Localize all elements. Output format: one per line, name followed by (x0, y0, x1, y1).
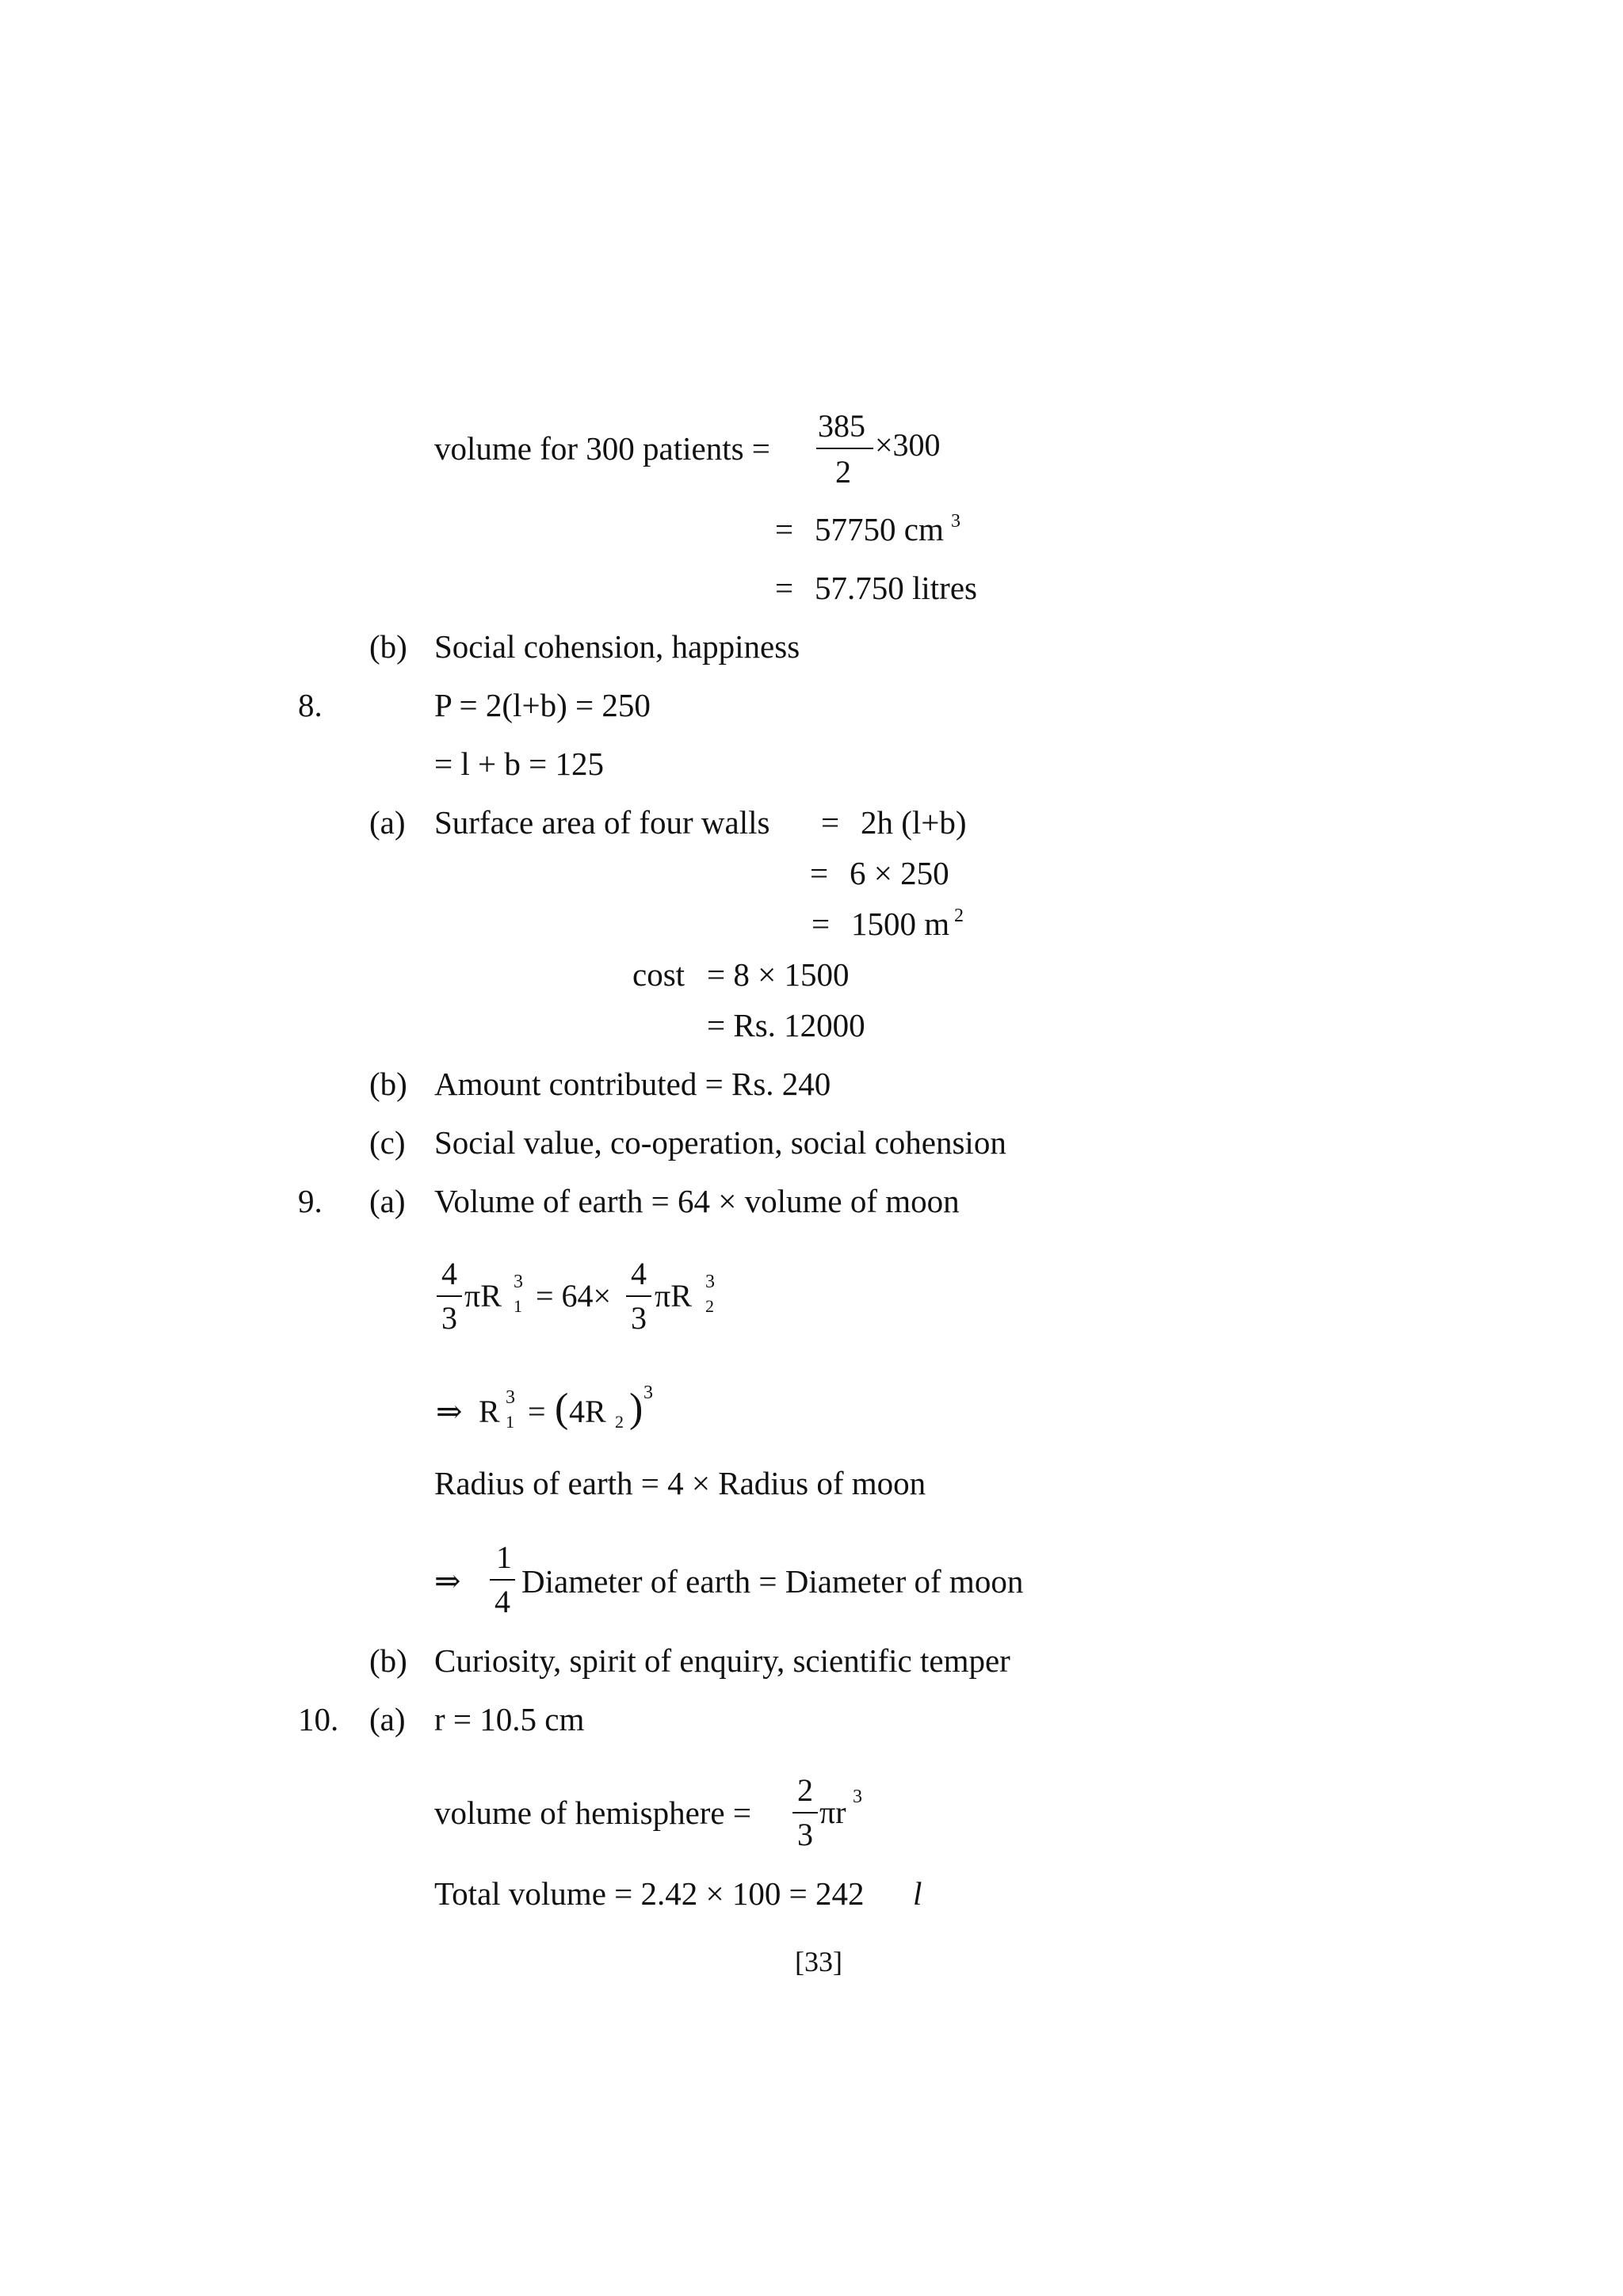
q9-eq3-fraction-bar (490, 1579, 515, 1581)
q9-a-text: Volume of earth = 64 × volume of moon (434, 1183, 960, 1219)
q7-b-text: Social cohension, happiness (434, 628, 800, 665)
q8-c-text: Social value, co-operation, social cohension (434, 1124, 1006, 1161)
q9-eq2-r: R (479, 1394, 500, 1429)
page-number: [33] (795, 1946, 842, 1978)
q8-perimeter: P = 2(l+b) = 250 (434, 687, 651, 723)
q7-line3-value: 57.750 litres (815, 570, 977, 606)
q9-eq1-superscript-2: 3 (705, 1272, 715, 1292)
q8-a-value-3-superscript: 2 (954, 906, 964, 926)
q7-b-label: (b) (369, 628, 407, 665)
q8-a-value-2: 6 × 250 (850, 855, 949, 891)
q9-eq1-denominator: 3 (441, 1300, 457, 1336)
q8-a-label: (a) (369, 804, 406, 841)
q9-eq2-right-paren: ) (629, 1386, 643, 1431)
q9-eq1-middle: = 64× (536, 1278, 612, 1314)
q7-line2-equals: = (775, 511, 794, 547)
q10-volume-superscript: 3 (853, 1787, 862, 1807)
q9-eq3-text: Diameter of earth = Diameter of moon (521, 1563, 1024, 1600)
q10-total-text: Total volume = 2.42 × 100 = 242 (434, 1875, 865, 1912)
q9-b-label: (b) (369, 1642, 407, 1679)
q7-fraction-numerator: 385 (818, 408, 865, 444)
q9-eq1-denominator-2: 3 (631, 1300, 647, 1336)
q7-fraction-denominator: 2 (835, 454, 851, 490)
q9-eq1-fraction-bar (437, 1295, 462, 1297)
q7-line3-equals: = (775, 570, 794, 606)
q10-volume-fraction-bar (792, 1812, 818, 1814)
q8-cost-value-1: = 8 × 1500 (707, 956, 850, 993)
q9-eq1-numerator-2: 4 (631, 1256, 647, 1291)
q9-eq1-superscript: 3 (514, 1272, 523, 1292)
q9-eq1-fraction-bar-2 (626, 1295, 651, 1297)
q9-eq2-equals: = (528, 1394, 546, 1429)
q9-b-text: Curiosity, spirit of enquiry, scientific temper (434, 1642, 1010, 1679)
q8-cost-value-2: = Rs. 12000 (707, 1007, 865, 1043)
q9-eq3-arrow: ⇒ (434, 1563, 461, 1599)
q9-eq2-superscript: 3 (506, 1387, 515, 1408)
q8-a-equals-3: = (812, 906, 831, 942)
q9-eq1-subscript-2: 2 (705, 1296, 714, 1316)
q10-volume-denominator: 3 (797, 1817, 813, 1852)
q9-eq2-inner-subscript: 2 (615, 1412, 624, 1432)
q8-cost-label: cost (632, 956, 685, 993)
q7-fraction-bar (816, 448, 873, 449)
q8-a-equals-2: = (810, 855, 829, 891)
q7-line2-superscript: 3 (951, 511, 960, 532)
q8-a-value-1: 2h (l+b) (861, 804, 967, 841)
q9-eq2-subscript: 1 (506, 1412, 514, 1432)
q8-a-equals-1: = (821, 804, 840, 841)
q10-number: 10. (298, 1701, 339, 1737)
q10-a-text: r = 10.5 cm (434, 1701, 585, 1737)
q9-radius-text: Radius of earth = 4 × Radius of moon (434, 1465, 926, 1501)
q8-a-text: Surface area of four walls (434, 804, 770, 841)
q7-times-300: ×300 (875, 427, 941, 463)
q9-number: 9. (298, 1183, 323, 1219)
q9-eq3-numerator: 1 (496, 1539, 512, 1575)
q10-total-unit: l (913, 1875, 922, 1912)
q9-eq1-numerator: 4 (441, 1256, 457, 1291)
q9-eq2-inner: 4R (569, 1394, 606, 1429)
q9-eq1-pi-r: πR (464, 1278, 502, 1314)
q9-eq2-arrow: ⇒ (436, 1394, 463, 1429)
q8-a-value-3: 1500 m (851, 906, 950, 942)
q9-eq1-pi-r-2: πR (655, 1278, 692, 1314)
q10-volume-pi-r: πr (819, 1794, 846, 1830)
q9-a-label: (a) (369, 1183, 406, 1219)
q9-eq2-outer-superscript: 3 (643, 1383, 653, 1403)
q10-a-label: (a) (369, 1701, 406, 1737)
q7-line2-value: 57750 cm (815, 511, 944, 547)
q9-eq1-subscript: 1 (514, 1296, 522, 1316)
q9-eq3-denominator: 4 (495, 1584, 510, 1619)
q8-c-label: (c) (369, 1124, 406, 1161)
q7-volume-label: volume for 300 patients = (434, 430, 770, 467)
q8-number: 8. (298, 687, 323, 723)
q9-eq2-left-paren: ( (555, 1386, 569, 1431)
q8-b-label: (b) (369, 1066, 407, 1102)
q10-volume-label: volume of hemisphere = (434, 1794, 751, 1831)
q8-b-text: Amount contributed = Rs. 240 (434, 1066, 831, 1102)
q10-volume-numerator: 2 (797, 1772, 813, 1808)
q8-sum: = l + b = 125 (434, 746, 605, 782)
